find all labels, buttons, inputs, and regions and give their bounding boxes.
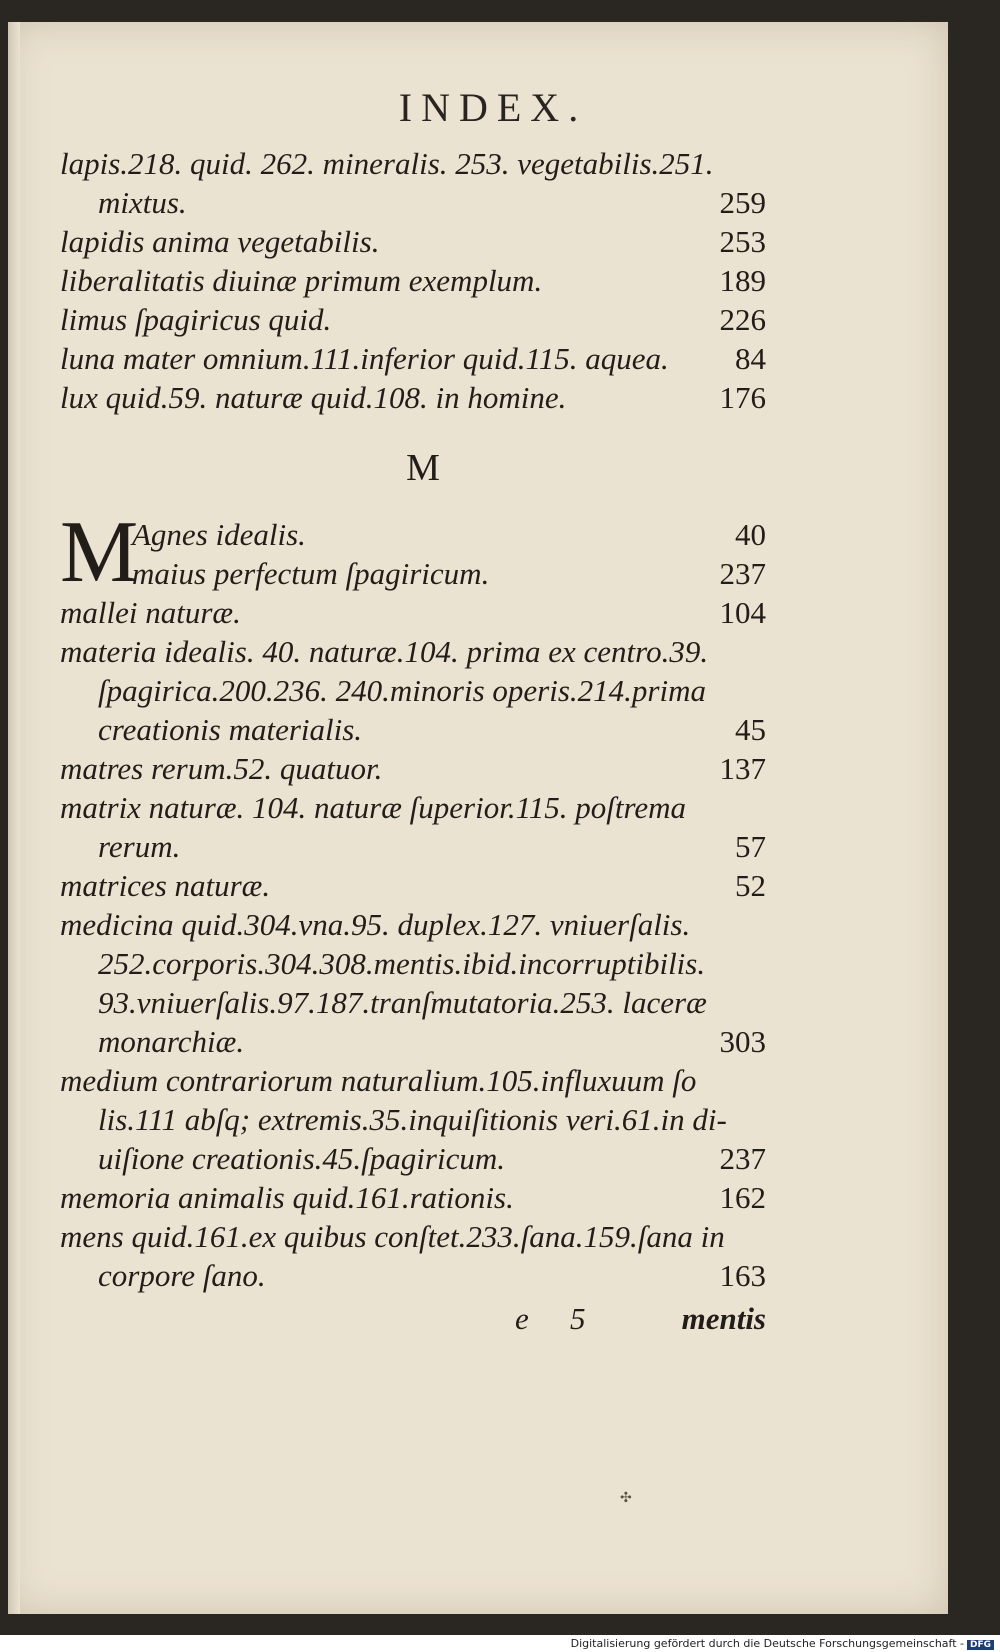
index-entry-line bbox=[60, 944, 766, 983]
entry-text: lux quid.59. naturæ quid.108. in homine. bbox=[60, 380, 567, 415]
entry-text: materia idealis. 40. naturæ.104. prima ex centro.39. bbox=[60, 634, 709, 669]
dropcap-initial: M bbox=[60, 504, 139, 601]
index-entry-line bbox=[60, 632, 766, 671]
entry-text: limus ſpagiricus quid. bbox=[60, 302, 332, 337]
index-entry-line bbox=[60, 710, 766, 749]
catchline bbox=[60, 1295, 766, 1343]
entry-text: matrices naturæ. bbox=[60, 868, 271, 903]
index-entry-line bbox=[60, 222, 766, 261]
index-entry-line bbox=[60, 905, 766, 944]
book-page bbox=[8, 22, 948, 1614]
page-number: 104 bbox=[719, 595, 766, 630]
entry-text: 93.vniuerſalis.97.187.tranſmutatoria.253. laceræ bbox=[98, 985, 707, 1020]
page-number: 137 bbox=[719, 751, 766, 786]
entry-text: rerum. bbox=[98, 829, 181, 864]
index-entry-line bbox=[60, 593, 766, 632]
entry-text: ſpagirica.200.236. 240.minoris operis.214.prima bbox=[98, 673, 706, 708]
index-group-m bbox=[60, 593, 766, 1295]
entry-text: luna mater omnium.111.inferior quid.115. aquea. bbox=[60, 341, 669, 376]
index-entry-line bbox=[60, 983, 766, 1022]
page-number: 84 bbox=[735, 341, 766, 376]
index-entries bbox=[60, 144, 766, 1343]
index-entry-line bbox=[60, 515, 766, 554]
page-number: 52 bbox=[735, 868, 766, 903]
page-edge bbox=[8, 22, 20, 1614]
index-entry-line bbox=[60, 183, 766, 222]
page-number: 45 bbox=[735, 712, 766, 747]
index-entry-line bbox=[60, 554, 766, 593]
entry-text: mixtus. bbox=[98, 185, 187, 220]
index-entry-line bbox=[60, 1139, 766, 1178]
entry-text: monarchiæ. bbox=[98, 1024, 245, 1059]
page-number: 226 bbox=[719, 302, 766, 337]
page-number: 303 bbox=[719, 1024, 766, 1059]
entry-text: creationis materialis. bbox=[98, 712, 363, 747]
entry-text: memoria animalis quid.161.rationis. bbox=[60, 1180, 514, 1215]
page-number: 259 bbox=[719, 185, 766, 220]
index-entry-line bbox=[60, 1022, 766, 1061]
signature-letter: e bbox=[515, 1301, 529, 1336]
entry-text: lapis.218. quid. 262. mineralis. 253. vegetabilis.251. bbox=[60, 146, 714, 181]
index-entry-line bbox=[60, 1061, 766, 1100]
page-number: 176 bbox=[719, 380, 766, 415]
page-number: 163 bbox=[719, 1258, 766, 1293]
index-entry-line bbox=[60, 749, 766, 788]
entry-text: uiſione creationis.45.ſpagiricum. bbox=[98, 1141, 505, 1176]
entry-text: liberalitatis diuinæ primum exemplum. bbox=[60, 263, 543, 298]
dfg-logo: DFG bbox=[967, 1640, 994, 1650]
catchword: mentis bbox=[681, 1301, 766, 1336]
page-number: 57 bbox=[735, 829, 766, 864]
ornament-mark: ✣ bbox=[620, 1490, 632, 1506]
index-entry-line bbox=[60, 378, 766, 417]
index-entry-line bbox=[60, 671, 766, 710]
entry-text: maius perfectum ſpagiricum. bbox=[132, 556, 490, 591]
entry-text: lis.111 abſq; extremis.35.inquiſitionis veri.61.in di- bbox=[98, 1102, 727, 1137]
entry-text: mallei naturæ. bbox=[60, 595, 241, 630]
index-entry-line bbox=[60, 1256, 766, 1295]
entry-text: mens quid.161.ex quibus conſtet.233.ſana.159.ſana in bbox=[60, 1219, 725, 1254]
index-group-m-cap bbox=[60, 515, 766, 593]
index-group-l bbox=[60, 144, 766, 417]
index-entry-line bbox=[60, 788, 766, 827]
index-entry-line bbox=[60, 1217, 766, 1256]
entry-text: medium contrariorum naturalium.105.influxuum ſo bbox=[60, 1063, 697, 1098]
entry-text: matres rerum.52. quatuor. bbox=[60, 751, 383, 786]
section-letter: M bbox=[406, 447, 440, 489]
index-entry-line bbox=[60, 300, 766, 339]
signature-number: 5 bbox=[570, 1301, 586, 1336]
entry-text: 252.corporis.304.308.mentis.ibid.incorruptibilis. bbox=[98, 946, 706, 981]
entry-text: lapidis anima vegetabilis. bbox=[60, 224, 380, 259]
index-entry-line bbox=[60, 339, 766, 378]
page-number: 237 bbox=[719, 556, 766, 591]
index-entry-line bbox=[60, 1178, 766, 1217]
index-entry-line bbox=[60, 866, 766, 905]
page-number: 40 bbox=[735, 517, 766, 552]
page-number: 253 bbox=[719, 224, 766, 259]
footer-credit bbox=[571, 1637, 994, 1650]
index-entry-line bbox=[60, 144, 766, 183]
page-number: 189 bbox=[719, 263, 766, 298]
entry-text: Agnes idealis. bbox=[132, 517, 306, 552]
index-entry-line bbox=[60, 261, 766, 300]
footer-credit-text: Digitalisierung gefördert durch die Deutsche Forschungsgemeinschaft - bbox=[570, 1637, 964, 1650]
entry-text: medicina quid.304.vna.95. duplex.127. vniuerſalis. bbox=[60, 907, 691, 942]
page-number: 237 bbox=[719, 1141, 766, 1176]
dropcap-block bbox=[60, 504, 766, 601]
entry-text: matrix naturæ. 104. naturæ ſuperior.115. poſtrema bbox=[60, 790, 687, 825]
entry-text: corpore ſano. bbox=[98, 1258, 266, 1293]
index-entry-line bbox=[60, 827, 766, 866]
index-entry-line bbox=[60, 1100, 766, 1139]
page-title: INDEX. bbox=[398, 85, 588, 130]
page-number: 162 bbox=[719, 1180, 766, 1215]
